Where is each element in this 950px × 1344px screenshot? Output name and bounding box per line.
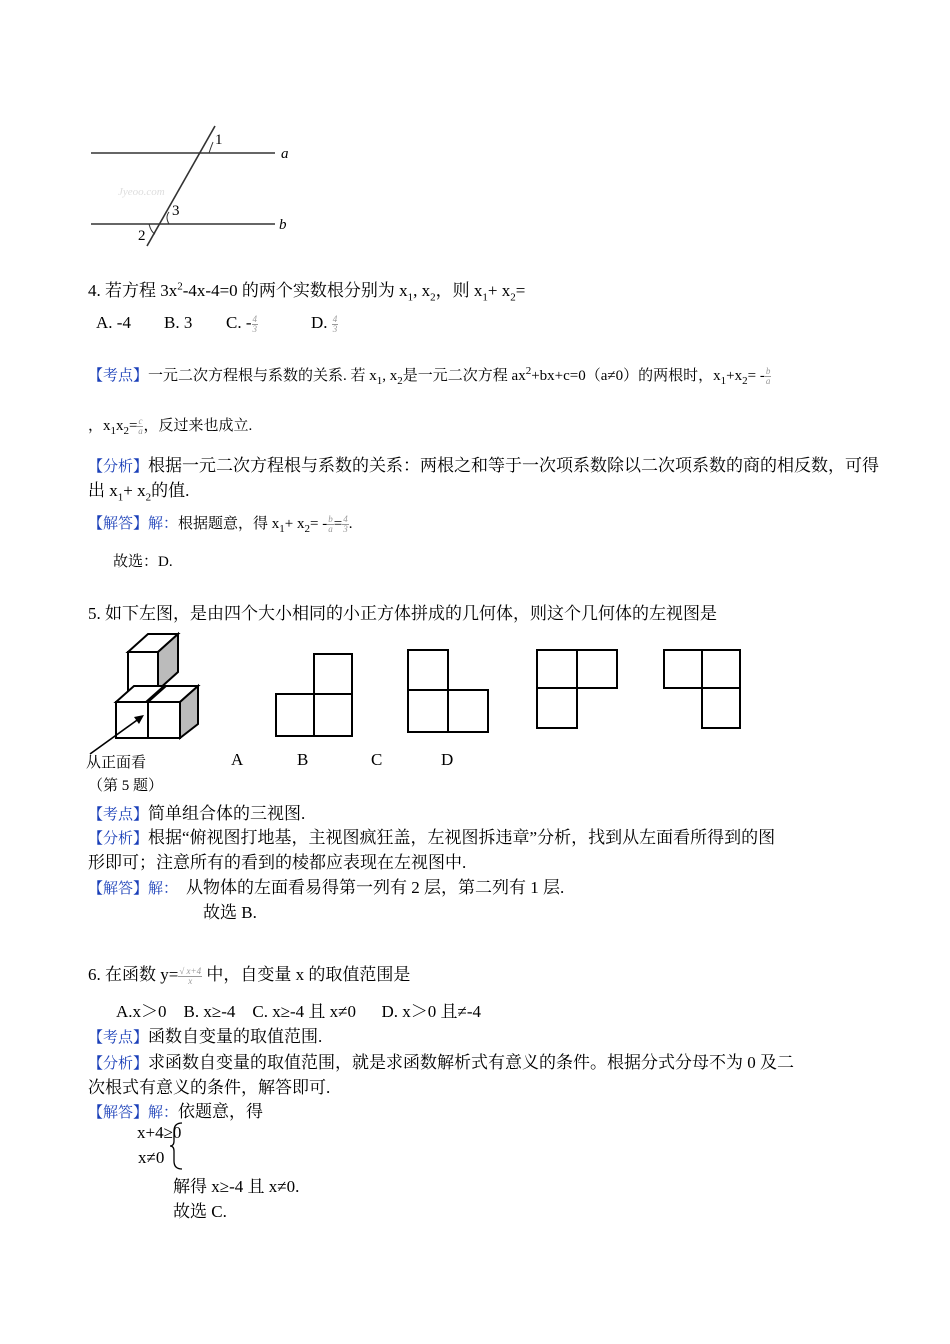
q6-result: 解得 x≥-4 且 x≠0. (173, 1177, 300, 1196)
label-line-a: a (281, 146, 289, 162)
watermark: Jyeoo.com (118, 186, 165, 198)
angle-3-arc (167, 212, 169, 224)
q6-system-line1: x+4≥0 (137, 1123, 182, 1142)
q5-fenxi: 【分析】根据“俯视图打地基，主视图疯狂盖，左视图拆违章”分析，找到从左面看所得到的图 (88, 828, 776, 847)
label-angle-3: 3 (172, 203, 180, 219)
parallel-lines-figure (85, 120, 300, 250)
q4-option-d: D. $\frac{4}{3}$ (311, 313, 338, 334)
q4-option-c: C. - $\frac{4}{3}$ (226, 313, 257, 334)
q5-option-c-figure (535, 648, 619, 730)
q4-jieda: 【解答】解：根据题意，得 $x_1+ x_2=$ - $\frac{b}{a}$ = $\frac{4}{3}$ . (88, 514, 353, 535)
q6-brace (170, 1121, 186, 1171)
angle-1-arc (209, 142, 213, 153)
q5-fenxi-line2: 形即可；注意所有的看到的棱都应表现在左视图中. (88, 853, 467, 872)
q5-option-b-figure (406, 648, 490, 734)
q5-option-a-figure (274, 652, 356, 738)
q6-options: A.x＞0 B. x≥-4 C. x≥-4 且 x≠0 D. x＞0 且≠-4 (116, 1002, 482, 1021)
label-angle-2: 2 (138, 228, 146, 244)
q4-kaodian-line2: ，$x_1x_2=$ $\frac{c}{a}$ ，反过来也成立. (88, 416, 253, 437)
q6-jieda: 【解答】解：依题意，得 (88, 1102, 264, 1121)
q5-kaodian: 【考点】简单组合体的三视图. (88, 804, 306, 823)
q6-stem: 6. 在函数 y= $\frac{√ x+4}{x}$ 中，自变量 x 的取值范围是 (88, 965, 411, 986)
q5-solid-figure (86, 630, 216, 760)
q5-front-label: 从正面看 (86, 755, 147, 771)
q4-option-a: A. -4 (96, 313, 131, 332)
q5-stem: 5. 如下左图，是由四个大小相同的小正方体拼成的几何体，则这个几何体的左视图是 (88, 604, 717, 623)
q6-fenxi: 【分析】求函数自变量的取值范围，就是求函数解析式有意义的条件。根据分式分母不为 0 及二 (88, 1053, 795, 1072)
q5-label-c: C (371, 750, 383, 769)
q6-system-line2: x≠0 (138, 1148, 165, 1167)
q4-fenxi-line2: 出 $x_1+ x_2$的值. (88, 481, 190, 504)
q5-fig-label: （第 5 题） (88, 778, 164, 794)
q6-answer: 故选 C. (173, 1202, 227, 1221)
q4-stem: 4. 若方程 $3x^2-4x-4=0$ 的两个实数根分别为 $x_1$, $x_2$，则 $x_1+ x_2=$ (88, 280, 526, 304)
q5-label-b: B (297, 750, 309, 769)
label-angle-1: 1 (215, 132, 223, 148)
q5-label-d: D (441, 750, 454, 769)
q4-answer: 故选：D. (113, 554, 173, 570)
q5-answer: 故选 B. (203, 903, 257, 922)
label-line-b: b (279, 217, 287, 233)
q5-label-a: A (231, 750, 244, 769)
q5-jieda: 【解答】解： 从物体的左面看易得第一列有 2 层，第二列有 1 层. (88, 878, 565, 897)
q4-fenxi: 【分析】根据一元二次方程根与系数的关系：两根之和等于一次项系数除以二次项系数的商的相反数，可得 (88, 456, 880, 475)
q6-kaodian: 【考点】函数自变量的取值范围. (88, 1027, 323, 1046)
q6-fenxi-line2: 次根式有意义的条件，解答即可. (88, 1078, 331, 1097)
q4-option-b: B. 3 (164, 313, 193, 332)
q4-kaodian: 【考点】一元二次方程根与系数的关系. 若 $x_1$, $x_2$是一元二次方程 $ax^2+bx+c=0(a\ne 0)$的两根时，$x_1+x_2=$ - $\frac{b}{a}$ (88, 365, 771, 387)
q5-option-d-figure (662, 648, 742, 730)
